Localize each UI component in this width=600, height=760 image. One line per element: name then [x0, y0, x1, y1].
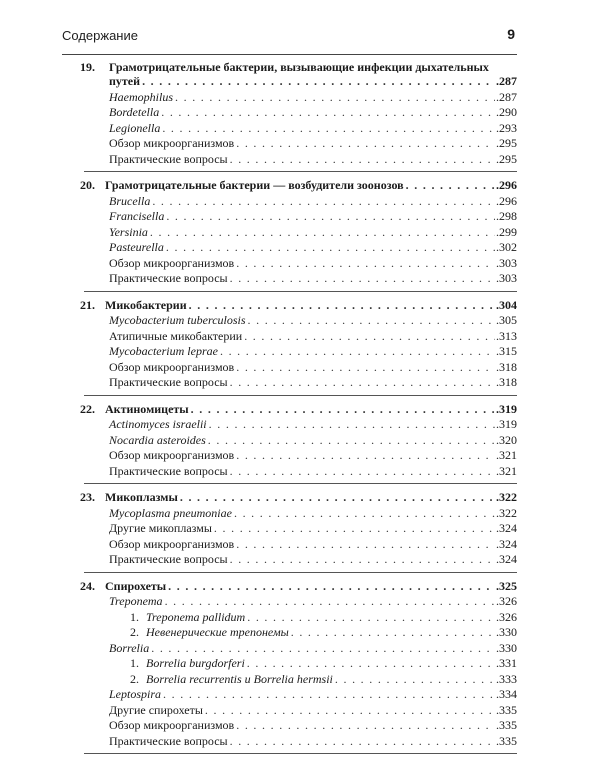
chapter-title[interactable] [80, 178, 517, 194]
dot-leader [205, 703, 495, 719]
chapter-number: 20. [80, 178, 95, 192]
entry-label [109, 313, 248, 329]
entry-page: .335 [496, 702, 517, 717]
entry-label [130, 672, 335, 688]
chapter-title-text: Актиномицеты [105, 401, 189, 416]
entry-page: .330 [496, 625, 517, 639]
table-of-contents [80, 60, 517, 760]
chapter-page: .304 [496, 297, 517, 312]
dot-leader [166, 240, 495, 256]
entry-label [109, 506, 234, 522]
toc-chapter [80, 297, 517, 396]
entry-label [130, 656, 247, 672]
entry-page: .290 [496, 105, 517, 119]
entry-page: .303 [496, 271, 517, 285]
dot-leader [230, 271, 495, 287]
entry-label [109, 552, 230, 568]
entry-label [109, 344, 220, 360]
chapter-page: .319 [496, 401, 517, 416]
entry-text: Bordetella [109, 105, 160, 119]
entry-page: .320 [496, 432, 517, 447]
entry-page: .305 [496, 313, 517, 327]
toc-entry[interactable] [84, 625, 517, 641]
chapter-heading [80, 297, 189, 314]
entry-page: .321 [496, 448, 517, 462]
chapter-title[interactable] [80, 578, 517, 595]
page-number: 9 [507, 26, 515, 42]
entry-text: Практические вопросы [109, 733, 228, 748]
toc-chapter [80, 401, 517, 485]
toc-entry[interactable] [84, 521, 517, 537]
toc-chapter [80, 578, 517, 755]
dot-leader [165, 594, 495, 610]
toc-entry[interactable] [84, 240, 517, 256]
entry-text: Практические вопросы [109, 151, 228, 166]
entry-label [109, 718, 236, 734]
entry-label [109, 433, 208, 449]
entry-text: Практические вопросы [109, 463, 228, 478]
entry-label [109, 521, 214, 537]
entry-label [109, 194, 152, 210]
dot-leader [163, 687, 495, 703]
subentry-number: 2. [130, 625, 139, 639]
toc-entry[interactable] [84, 656, 517, 672]
entry-text: Brucella [109, 193, 151, 208]
entry-label [109, 271, 230, 287]
dot-leader [335, 672, 495, 688]
dot-leader [230, 734, 495, 750]
dot-leader [189, 298, 495, 314]
dot-leader [230, 375, 495, 391]
entry-label [109, 360, 236, 376]
entry-label [109, 641, 151, 657]
dot-leader [161, 105, 495, 121]
chapter-heading [80, 401, 191, 418]
toc-entry[interactable] [84, 209, 517, 225]
chapter-title-text: Грамотрицательные бактерии, вызывающие инфекции дыхательных [109, 60, 489, 74]
entry-text: Невенерические трепонемы [146, 625, 289, 639]
chapter-title-line2: путей [109, 74, 141, 88]
entry-page: .331 [496, 656, 517, 670]
dot-leader [236, 718, 495, 734]
dot-leader [150, 225, 495, 241]
entry-label [109, 256, 236, 272]
dot-leader [209, 417, 495, 433]
dot-leader [236, 136, 495, 152]
entry-page: .295 [496, 136, 517, 150]
dot-leader [180, 490, 495, 506]
dot-leader [247, 610, 495, 626]
dot-leader [230, 552, 495, 568]
dot-leader [191, 402, 495, 418]
entry-text: Leptospira [109, 687, 162, 701]
toc-entry[interactable] [84, 329, 517, 345]
entry-text: Mycobacterium tuberculosis [109, 313, 246, 327]
chapter-heading [80, 178, 406, 194]
toc-entry[interactable] [84, 360, 517, 376]
entry-page: .326 [496, 594, 517, 608]
entry-page: .298 [496, 209, 517, 223]
running-title: Содержание [62, 28, 138, 43]
entry-page: .324 [496, 552, 517, 566]
entry-text: Treponema [109, 594, 163, 608]
entry-text: Actinomyces israelii [109, 417, 207, 431]
toc-entry[interactable] [84, 136, 517, 152]
chapter-heading [80, 490, 180, 506]
entry-label [109, 121, 162, 137]
entry-page: .326 [496, 609, 517, 624]
entry-text: Borrelia [109, 640, 150, 655]
chapter-number: 21. [80, 297, 95, 312]
toc-entry[interactable] [84, 641, 517, 657]
dot-leader [291, 625, 495, 641]
entry-page: .318 [496, 375, 517, 389]
chapter-title[interactable] [80, 60, 517, 74]
dot-leader [208, 433, 495, 449]
dot-leader [175, 90, 495, 106]
dot-leader [236, 537, 495, 553]
entry-text: Borrelia burgdorferi [146, 656, 245, 670]
entry-page: .318 [496, 359, 517, 374]
entry-page: .324 [496, 521, 517, 535]
dot-leader [166, 209, 495, 225]
chapter-title[interactable] [80, 401, 517, 418]
toc-entry[interactable] [84, 610, 517, 626]
toc-entry[interactable] [84, 506, 517, 522]
chapter-page: .287 [496, 74, 517, 88]
entry-page: .321 [496, 463, 517, 478]
entry-page: .319 [496, 417, 517, 431]
dot-leader [142, 74, 495, 90]
toc-entry[interactable] [84, 313, 517, 329]
entry-label [109, 537, 236, 553]
toc-entry[interactable] [84, 417, 517, 433]
dot-leader [152, 194, 495, 210]
entry-label [109, 152, 230, 168]
entry-label [109, 734, 230, 750]
entry-text: Обзор микроорганизмов [109, 255, 235, 270]
entry-page: .335 [496, 718, 517, 732]
entry-text: Другие спирохеты [109, 702, 203, 717]
toc-entry[interactable] [84, 594, 517, 610]
entry-text: Yersinia [109, 224, 148, 239]
subentry-number: 1. [130, 609, 139, 624]
toc-entry[interactable] [84, 464, 517, 480]
dot-leader [406, 178, 495, 194]
entry-page: .296 [496, 193, 517, 208]
entry-page: .302 [496, 240, 517, 254]
chapter-title[interactable] [80, 297, 517, 314]
chapter-title-text: Грамотрицательные бактерии — возбудители зоонозов [105, 178, 404, 192]
entry-page: .293 [496, 120, 517, 135]
page-header [62, 24, 517, 55]
dot-leader [247, 656, 495, 672]
entry-text: Обзор микроорганизмов [109, 359, 235, 374]
entry-text: Legionella [109, 120, 161, 135]
entry-label [109, 90, 175, 106]
toc-chapter [80, 178, 517, 292]
dot-leader [244, 329, 495, 345]
chapter-title-text: Микоплазмы [105, 490, 178, 504]
entry-label [109, 448, 236, 464]
dot-leader [220, 344, 495, 360]
entry-text: Haemophilus [109, 89, 173, 104]
entry-page: .313 [496, 328, 517, 343]
chapter-title-text: Микобактерии [105, 297, 187, 312]
entry-page: .287 [496, 89, 517, 104]
entry-page: .335 [496, 733, 517, 748]
dot-leader [236, 256, 495, 272]
entry-label [109, 703, 205, 719]
toc-entry[interactable] [84, 448, 517, 464]
entry-text: Обзор микроорганизмов [109, 718, 235, 732]
chapter-page: .322 [496, 490, 517, 504]
toc-entry[interactable] [84, 433, 517, 449]
toc-entry[interactable] [84, 672, 517, 688]
toc-entry[interactable] [84, 152, 517, 168]
entry-page: .330 [496, 640, 517, 655]
dot-leader [248, 313, 495, 329]
toc-entry[interactable] [84, 194, 517, 210]
toc-chapter [80, 60, 517, 172]
entry-label [109, 687, 163, 703]
chapter-title[interactable] [80, 490, 517, 506]
entry-label [109, 594, 165, 610]
entry-text: Francisella [109, 209, 165, 223]
entry-text: Обзор микроорганизмов [109, 448, 235, 462]
entry-page: .324 [496, 536, 517, 551]
toc-entry[interactable] [84, 256, 517, 272]
toc-entry[interactable] [84, 687, 517, 703]
toc-entry[interactable] [84, 552, 517, 568]
entry-page: .299 [496, 224, 517, 239]
entry-label [109, 105, 161, 121]
dot-leader [151, 641, 495, 657]
toc-entry[interactable] [84, 225, 517, 241]
entry-text: Практические вопросы [109, 375, 228, 389]
entry-label [130, 625, 291, 641]
entry-label [109, 240, 166, 256]
entry-label [109, 209, 166, 225]
entry-page: .315 [496, 344, 517, 358]
entry-text: Pasteurella [109, 240, 164, 254]
entry-text: Практические вопросы [109, 271, 228, 285]
entry-page: .303 [496, 255, 517, 270]
toc-entry[interactable] [84, 90, 517, 106]
entry-text: Nocardia asteroides [109, 432, 206, 447]
entry-label [109, 136, 236, 152]
chapter-heading [80, 578, 168, 595]
dot-leader [162, 121, 495, 137]
entry-label [109, 375, 230, 391]
entry-text: Treponema pallidum [146, 609, 246, 624]
dot-leader [230, 152, 495, 168]
subentry-number: 1. [130, 656, 139, 670]
chapter-number: 22. [80, 401, 95, 416]
toc-entry[interactable] [84, 537, 517, 553]
entry-page: .295 [496, 151, 517, 166]
entry-page: .334 [496, 687, 517, 701]
toc-chapter [80, 490, 517, 573]
entry-text: Атипичные микобактерии [109, 328, 243, 343]
entry-label [109, 464, 230, 480]
dot-leader [236, 448, 495, 464]
chapter-title-text: Спирохеты [105, 578, 167, 593]
entry-text: Обзор микроорганизмов [109, 136, 235, 150]
toc-entry[interactable] [84, 271, 517, 287]
chapter-number: 23. [80, 490, 95, 504]
entry-label [109, 417, 209, 433]
entry-text: Mycoplasma pneumoniae [109, 505, 232, 520]
toc-entry[interactable] [84, 344, 517, 360]
entry-page: .322 [496, 505, 517, 520]
toc-entry[interactable] [84, 703, 517, 719]
entry-label [109, 225, 150, 241]
chapter-number: 24. [80, 578, 95, 593]
toc-entry[interactable] [84, 121, 517, 137]
entry-text: Другие микоплазмы [109, 521, 212, 535]
dot-leader [236, 360, 495, 376]
entry-page: .333 [496, 671, 517, 686]
entry-text: Практические вопросы [109, 552, 228, 566]
chapter-page: .325 [496, 578, 517, 593]
entry-text: Обзор микроорганизмов [109, 536, 235, 551]
entry-text: Borrelia recurrentis и Borrelia hermsii [146, 671, 333, 686]
dot-leader [168, 579, 495, 595]
dot-leader [230, 464, 495, 480]
entry-text: Mycobacterium leprae [109, 344, 218, 358]
chapter-page: .296 [496, 178, 517, 192]
chapter-title-continued[interactable] [84, 74, 517, 90]
dot-leader [234, 506, 495, 522]
subentry-number: 2. [130, 671, 139, 686]
dot-leader [214, 521, 495, 537]
toc-entry[interactable] [84, 375, 517, 391]
entry-label [130, 610, 247, 626]
toc-entry[interactable] [84, 734, 517, 750]
chapter-number: 19. [80, 60, 95, 74]
toc-entry[interactable] [84, 105, 517, 121]
toc-entry[interactable] [84, 718, 517, 734]
entry-label [109, 329, 244, 345]
